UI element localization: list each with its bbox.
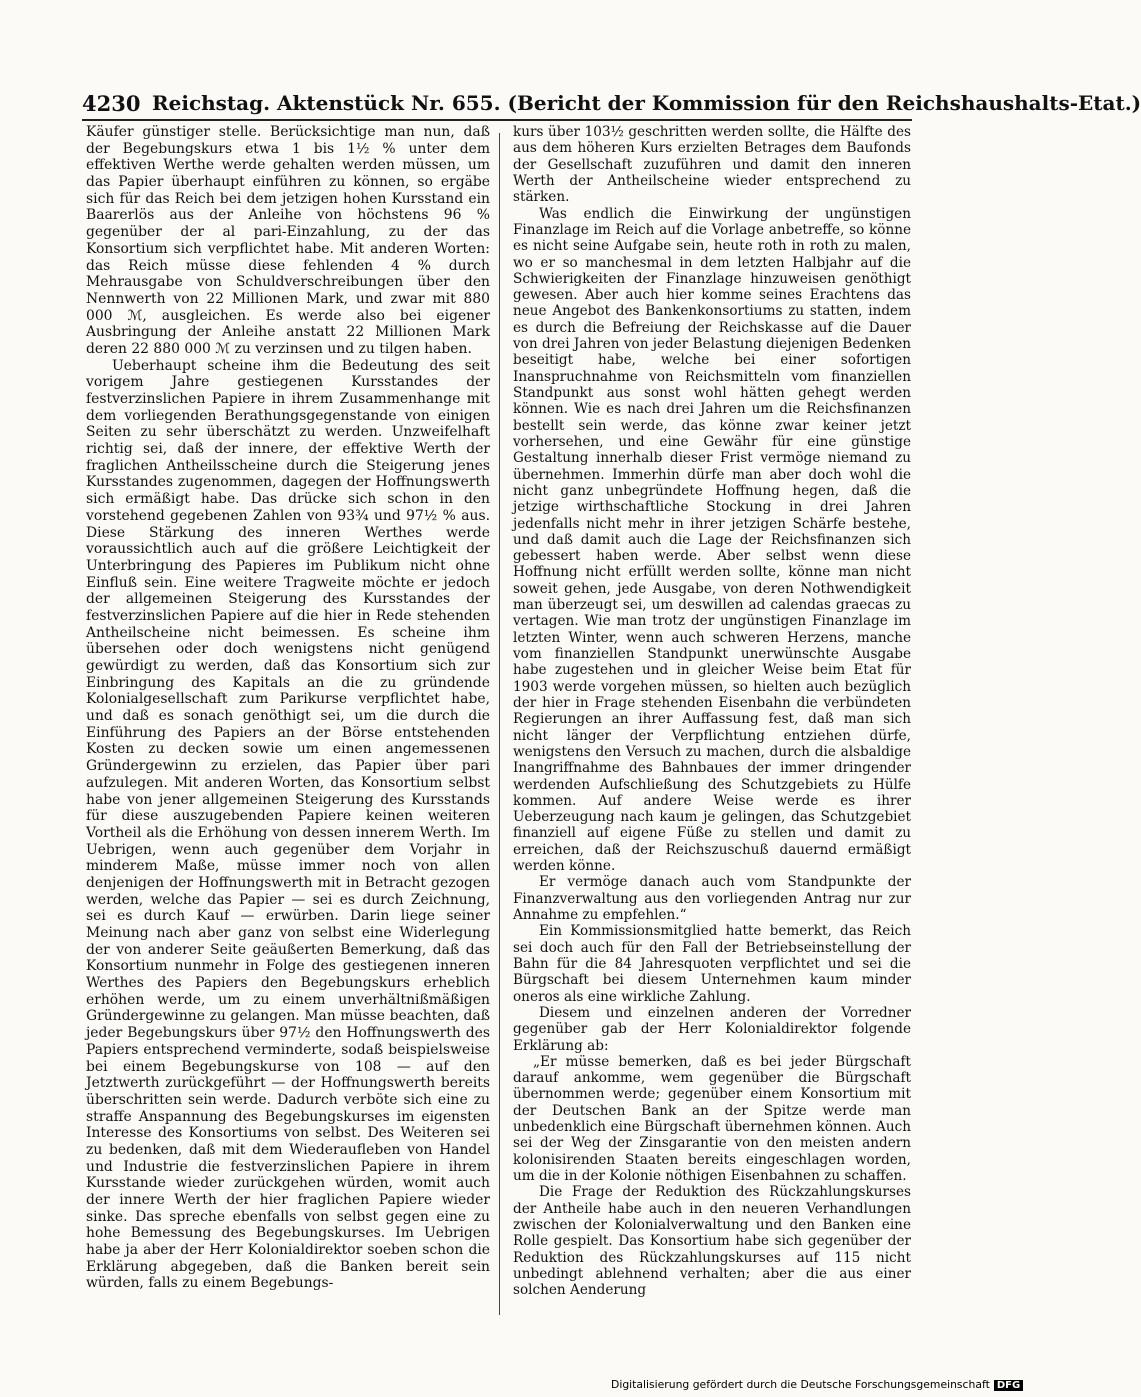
paragraph: Käufer günstiger stelle. Berücksichtige man nun, daß der Begebungskurs etwa 1 bis 1½ % unter dem effektiven Werthe werde gehalten werden müssen, um das Papier überhaupt einführen zu können, so ergäbe sich für das Reich bei dem jetzigen hohen Kursstand ein Baarerlös aus der Anleihe von höchstens 96 % gegenüber der al pari-Einzahlung, zu der das Konsortium sich verpflichtet habe. Mit anderen Worten: das Reich müsse diese fehlenden 4 % durch Mehrausgabe von Schuldverschreibungen über den Nennwerth von 22 Millionen Mark, und zwar mit 880 000 ℳ, ausgleichen. Es werde also bei eigener Ausbringung der Anleihe anstatt 22 Millionen Mark deren 22 880 000 ℳ zu verzinsen und zu tilgen haben. <box>86 124 490 357</box>
paragraph: Was endlich die Einwirkung der ungünstigen Finanzlage im Reich auf die Vorlage anbetreffe, so könne es nicht seine Aufgabe sein, heute roth in roth zu malen, wo er so manchesmal in dem letzten Halbjahr auf die Schwierigkeiten der Finanzlage hinzuweisen genöthigt gewesen. Aber auch hier komme seines Erachtens das neue Angebot des Bankenkonsortiums zu statten, indem es durch die Befreiung der Reichskasse auf die Dauer von drei Jahren von jeder Belastung diejenigen Bedenken beseitigt habe, welche bei einer sofortigen Inanspruchnahme von Reichsmitteln vom finanziellen Standpunkt aus sonst wohl hätten gehegt werden können. Wie es nach drei Jahren um die Reichsfinanzen bestellt sein werde, das könne zwar keiner jetzt vorhersehen, und eine Gewähr für eine günstige Gestaltung innerhalb dieser Frist vermöge niemand zu übernehmen. Immerhin dürfe man aber doch wohl die nicht ganz unbegründete Hoffnung hegen, daß die jetzige wirthschaftliche Stockung in drei Jahren jedenfalls nicht mehr in ihrer jetzigen Schärfe bestehe, und daß damit auch die Lage der Reichsfinanzen sich gebessert haben werde. Aber selbst wenn diese Hoffnung nicht erfüllt werden sollte, könne man nicht soweit gehen, jede Ausgabe, von deren Nothwendigkeit man überzeugt sei, um deswillen ad calendas graecas zu vertagen. Wie man trotz der ungünstigen Finanzlage im letzten Winter, wenn auch schweren Herzens, manche vom finanziellen Standpunkt unerwünschte Ausgabe habe zugestehen und in gleicher Weise beim Etat für 1903 werde vorgehen müssen, so hielten auch bezüglich der hier in Frage stehenden Eisenbahn die verbündeten Regierungen an ihrer Auffassung fest, daß man sich nicht länger der Verpflichtung entziehen dürfe, wenigstens den Versuch zu machen, durch die alsbaldige Inangriffnahme des Bahnbaues der immer dringender werdenden Aufschließung des Schutzgebiets zu Hülfe kommen. Auf andere Weise werde es ihrer Ueberzeugung nach kaum je gelingen, das Schutzgebiet finanziell auf eigene Füße zu stellen und damit zu erreichen, daß der Reichszuschuß dauernd ermäßigt werden könne. <box>513 205 911 875</box>
digitization-credit <box>611 1378 1021 1392</box>
paragraph: Diesem und einzelnen anderen der Vorredner gegenüber gab der Herr Kolonialdirektor folgende Erklärung ab: <box>513 1004 911 1054</box>
column-divider <box>499 133 500 1315</box>
dfg-logo: DFG <box>994 1380 1023 1391</box>
running-title: Reichstag. Aktenstück Nr. 655. (Bericht der Kommission für den Reichshaushalts-Etat.) <box>152 91 1141 115</box>
left-column <box>86 124 490 1292</box>
right-column <box>513 124 911 1299</box>
paragraph: kurs über 103½ geschritten werden sollte, die Hälfte des aus dem höheren Kurs erzielten Betrages dem Baufonds der Gesellschaft zuzuführen und damit den inneren Werth der Antheilscheine wieder entsprechend zu stärken. <box>513 124 911 206</box>
page-header <box>82 89 1141 119</box>
paragraph: Ueberhaupt scheine ihm die Bedeutung des seit vorigem Jahre gestiegenen Kursstandes der festverzinslichen Papiere in ihrem Zusammenhange mit dem vorliegenden Berathungsgegenstande von einigen Seiten zu sehr überschätzt zu werden. Unzweifelhaft richtig sei, daß der innere, der effektive Werth der fraglichen Antheilsscheine durch die Steigerung jenes Kursstandes zugenommen, dagegen der Hoffnungswerth sich ermäßigt habe. Das drücke sich schon in den vorstehend gegebenen Zahlen von 93¾ und 97½ % aus. Diese Stärkung des inneren Werthes werde voraussichtlich auch auf die größere Leichtigkeit der Unterbringung des Papieres im Publikum nicht ohne Einfluß sein. Eine weitere Tragweite möchte er jedoch der allgemeinen Steigerung des Kursstandes der festverzinslichen Papiere auf die hier in Rede stehenden Antheilscheine nicht beimessen. Es scheine ihm übersehen oder doch wenigstens nicht genügend gewürdigt zu werden, daß das Konsortium sich zur Einbringung des Kapitals an die zu gründende Kolonialgesellschaft zum Parikurse verpflichtet habe, und daß es sonach genöthigt sei, um die durch die Einführung des Papiers an der Börse entstehenden Kosten zu decken sowie um einen angemessenen Gründergewinn zu erzielen, das Papier über pari aufzulegen. Mit anderen Worten, das Konsortium selbst habe von jener allgemeinen Steigerung des Kursstands für diese auszugebenden Papiere keinen weiteren Vortheil als die Erhöhung von dessen innerem Werth. Im Uebrigen, wenn auch gegenüber dem Vorjahr in minderem Maße, müsse immer noch von allen denjenigen der Hoffnungswerth mit in Betracht gezogen werden, welche das Papier — sei es durch Zeichnung, sei es durch Kauf — erwürben. Darin liege seiner Meinung nach aber ganz von selbst eine Widerlegung der von anderer Seite geäußerten Bemerkung, daß das Konsortium nunmehr in Folge des gestiegenen inneren Werthes des Papiers den Begebungskurs erheblich erhöhen werde, um zu einem unverhältnißmäßigen Gründergewinne zu gelangen. Man müsse beachten, daß jeder Begebungskurs über 97½ den Hoffnungswerth des Papiers entsprechend verminderte, sodaß beispielsweise bei einem Begebungskurse von 108 — auf den Jetztwerth zurückgeführt — der Hoffnungswerth bereits überschritten sein werde. Dadurch verböte sich eine zu straffe Anspannung des Begebungskurses im eigensten Interesse des Konsortiums von selbst. Des Weiteren sei zu bedenken, daß mit dem Wiederaufleben von Handel und Industrie die festverzinslichen Papiere in ihrem Kursstande wieder zurückgehen würden, womit auch der innere Werth der hier fraglichen Papiere wieder sinke. Das spreche ebenfalls von selbst gegen eine zu hohe Bemessung des Begebungskurses. Im Uebrigen habe ja aber der Herr Kolonialdirektor soeben schon die Erklärung abgegeben, daß die Banken bereit sein würden, falls zu einem Begebungs- <box>86 357 490 1292</box>
page-number: 4230 <box>82 91 141 116</box>
credit-text: Digitalisierung gefördert durch die Deutsche Forschungsgemeinschaft <box>611 1378 990 1391</box>
header-rule <box>82 119 912 121</box>
quote-paragraph: „Er müsse bemerken, daß es bei jeder Bürgschaft darauf ankomme, wem gegenüber die Bürgschaft übernommen werde; gegenüber einem Konsortium mit der Deutschen Bank an der Spitze werde man unbedenklich eine Bürgschaft übernehmen können. Auch sei der Weg der Zinsgarantie von den meisten andern kolonisirenden Staaten bereits eingeschlagen worden, um die in der Kolonie nöthigen Eisenbahnen zu schaffen. <box>513 1053 911 1184</box>
paragraph: Ein Kommissionsmitglied hatte bemerkt, das Reich sei doch auch für den Fall der Betriebseinstellung der Bahn für die 84 Jahresquoten verpflichtet und sei die Bürgschaft bei diesem Unternehmen kaum minder oneros als eine wirkliche Zahlung. <box>513 923 911 1005</box>
paragraph: Die Frage der Reduktion des Rückzahlungskurses der Antheile habe auch in den neueren Verhandlungen zwischen der Kolonialverwaltung und den Banken eine Rolle gespielt. Das Konsortium habe sich gegenüber der Reduktion des Rückzahlungskurses auf 115 nicht unbedingt ablehnend verhalten; aber die aus einer solchen Aenderung <box>513 1184 911 1299</box>
paragraph: Er vermöge danach auch vom Standpunkte der Finanzverwaltung aus den vorliegenden Antrag nur zur Annahme zu empfehlen.“ <box>513 874 911 923</box>
